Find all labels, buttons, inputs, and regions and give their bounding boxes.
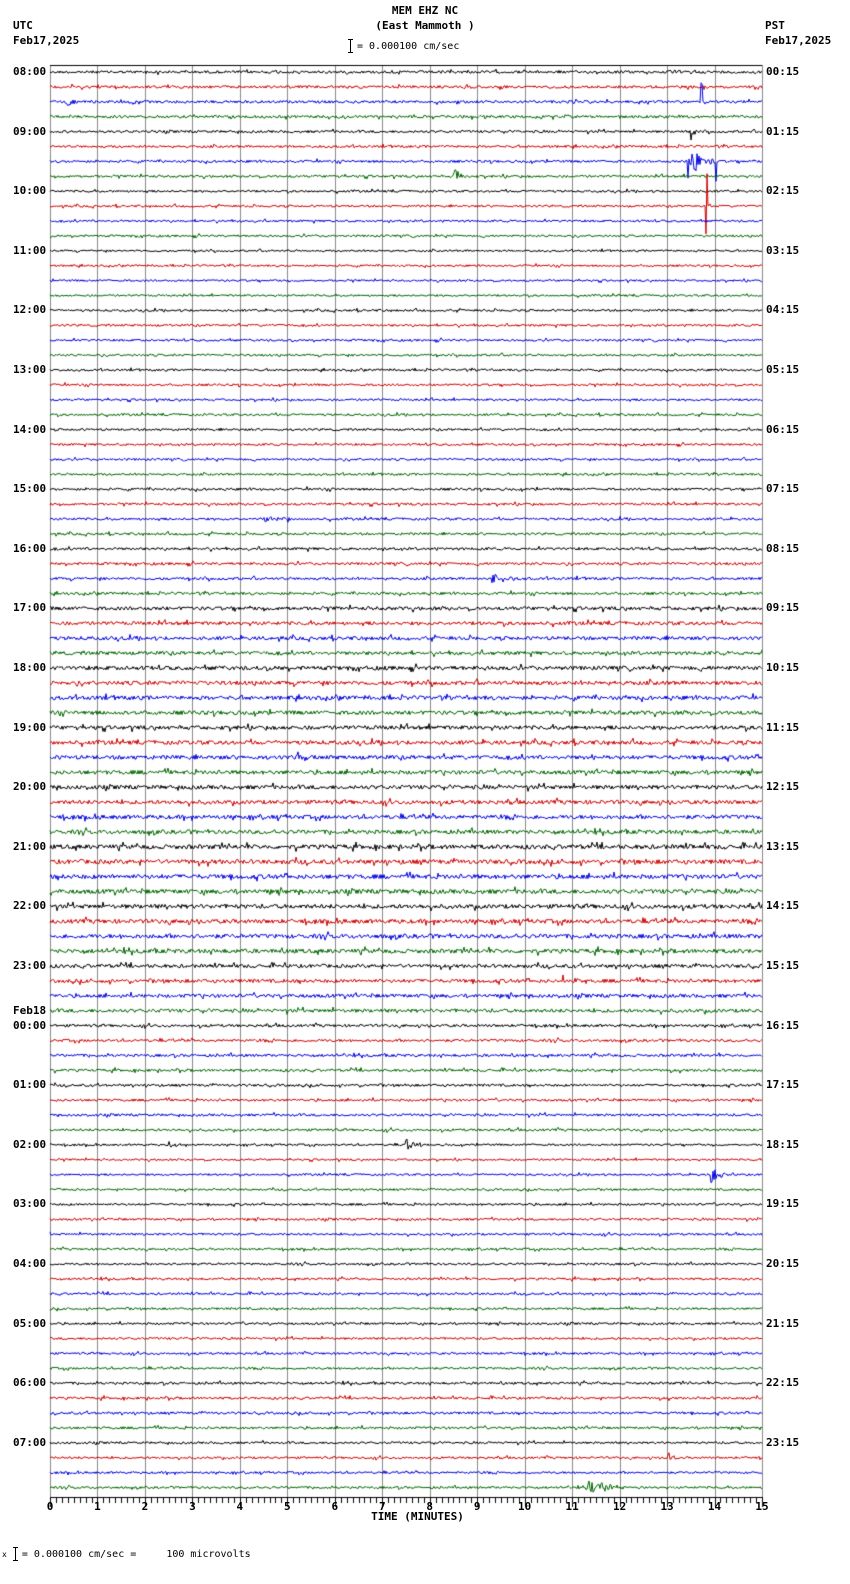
pst-hour-label: 19:15	[766, 1197, 800, 1211]
pst-hour-label: 00:15	[766, 65, 800, 78]
pst-hour-label: 21:15	[766, 1316, 800, 1330]
x-tick-label: 8	[426, 1500, 434, 1513]
utc-hour-label: 07:00	[13, 1435, 47, 1449]
pst-hour-label: 04:15	[766, 303, 800, 317]
x-tick-label: 14	[707, 1500, 722, 1513]
footer-scale-prefix: x	[2, 1550, 7, 1559]
x-tick-label: 10	[518, 1500, 532, 1513]
utc-hour-label: 10:00	[13, 184, 47, 198]
utc-hour-label: 05:00	[13, 1316, 47, 1330]
utc-hour-label: 14:00	[13, 422, 47, 436]
utc-hour-label: 06:00	[13, 1376, 47, 1390]
pst-hour-label: 07:15	[766, 482, 800, 496]
utc-hour-label: 15:00	[13, 482, 47, 496]
utc-hour-label: 12:00	[13, 303, 47, 317]
x-tick-label: 13	[660, 1500, 674, 1513]
x-tick-label: 3	[189, 1500, 196, 1513]
pst-hour-label: 16:15	[766, 1018, 800, 1032]
utc-hour-label: 11:00	[13, 243, 47, 257]
x-tick-label: 9	[473, 1500, 481, 1513]
x-tick-label: 6	[331, 1500, 339, 1513]
utc-hour-label: 23:00	[13, 959, 47, 972]
x-tick-label: 12	[612, 1500, 627, 1513]
x-axis-label: TIME (MINUTES)	[371, 1510, 464, 1523]
pst-hour-label: 15:15	[766, 959, 800, 972]
pst-hour-label: 13:15	[766, 839, 800, 853]
pst-hour-label: 11:15	[766, 720, 800, 734]
x-tick-label: 0	[46, 1500, 54, 1513]
x-tick-label: 1	[94, 1500, 101, 1513]
pst-hour-label: 22:15	[766, 1376, 800, 1390]
pst-hour-label: 02:15	[766, 184, 800, 198]
utc-hour-label: 18:00	[13, 661, 47, 674]
pst-hour-label: 09:15	[766, 601, 800, 615]
utc-hour-label: 21:00	[13, 839, 47, 853]
utc-date-change-label: Feb18	[13, 1003, 47, 1017]
utc-hour-label: 20:00	[13, 780, 47, 794]
utc-hour-label: 22:00	[13, 899, 47, 913]
pst-hour-label: 06:15	[766, 422, 800, 436]
x-tick-label: 7	[378, 1500, 386, 1513]
footer-scale	[2, 1547, 251, 1561]
utc-hour-label: 17:00	[13, 601, 47, 615]
pst-hour-label: 01:15	[766, 124, 800, 138]
pst-hour-label: 05:15	[766, 363, 800, 376]
utc-hour-label: 03:00	[13, 1197, 47, 1211]
pst-hour-label: 23:15	[766, 1435, 800, 1449]
pst-hour-label: 18:15	[766, 1137, 800, 1151]
utc-hour-label: 02:00	[13, 1137, 47, 1151]
x-tick-label: 5	[284, 1500, 291, 1513]
pst-hour-label: 03:15	[766, 243, 800, 257]
utc-hour-label: 08:00	[13, 65, 47, 78]
pst-hour-label: 08:15	[766, 541, 800, 555]
x-tick-label: 4	[236, 1500, 244, 1513]
utc-hour-label: 00:00	[13, 1018, 47, 1032]
utc-hour-label: 01:00	[13, 1078, 47, 1092]
pst-hour-label: 12:15	[766, 780, 800, 794]
pst-hour-label: 17:15	[766, 1078, 800, 1092]
x-tick-label: 2	[141, 1500, 149, 1513]
pst-hour-label: 20:15	[766, 1257, 800, 1270]
pst-hour-label: 10:15	[766, 661, 800, 674]
footer-scale-text: = 0.000100 cm/sec = 100 microvolts	[21, 1549, 251, 1560]
pst-hour-label: 14:15	[766, 899, 800, 913]
utc-hour-label: 13:00	[13, 363, 47, 376]
utc-hour-label: 09:00	[13, 124, 47, 138]
utc-hour-label: 04:00	[13, 1257, 47, 1270]
x-tick-label: 11	[565, 1500, 579, 1513]
utc-hour-label: 16:00	[13, 541, 47, 555]
footer-scale-bar-icon	[13, 1547, 18, 1561]
utc-hour-label: 19:00	[13, 720, 47, 734]
x-tick-label: 15	[755, 1500, 769, 1513]
